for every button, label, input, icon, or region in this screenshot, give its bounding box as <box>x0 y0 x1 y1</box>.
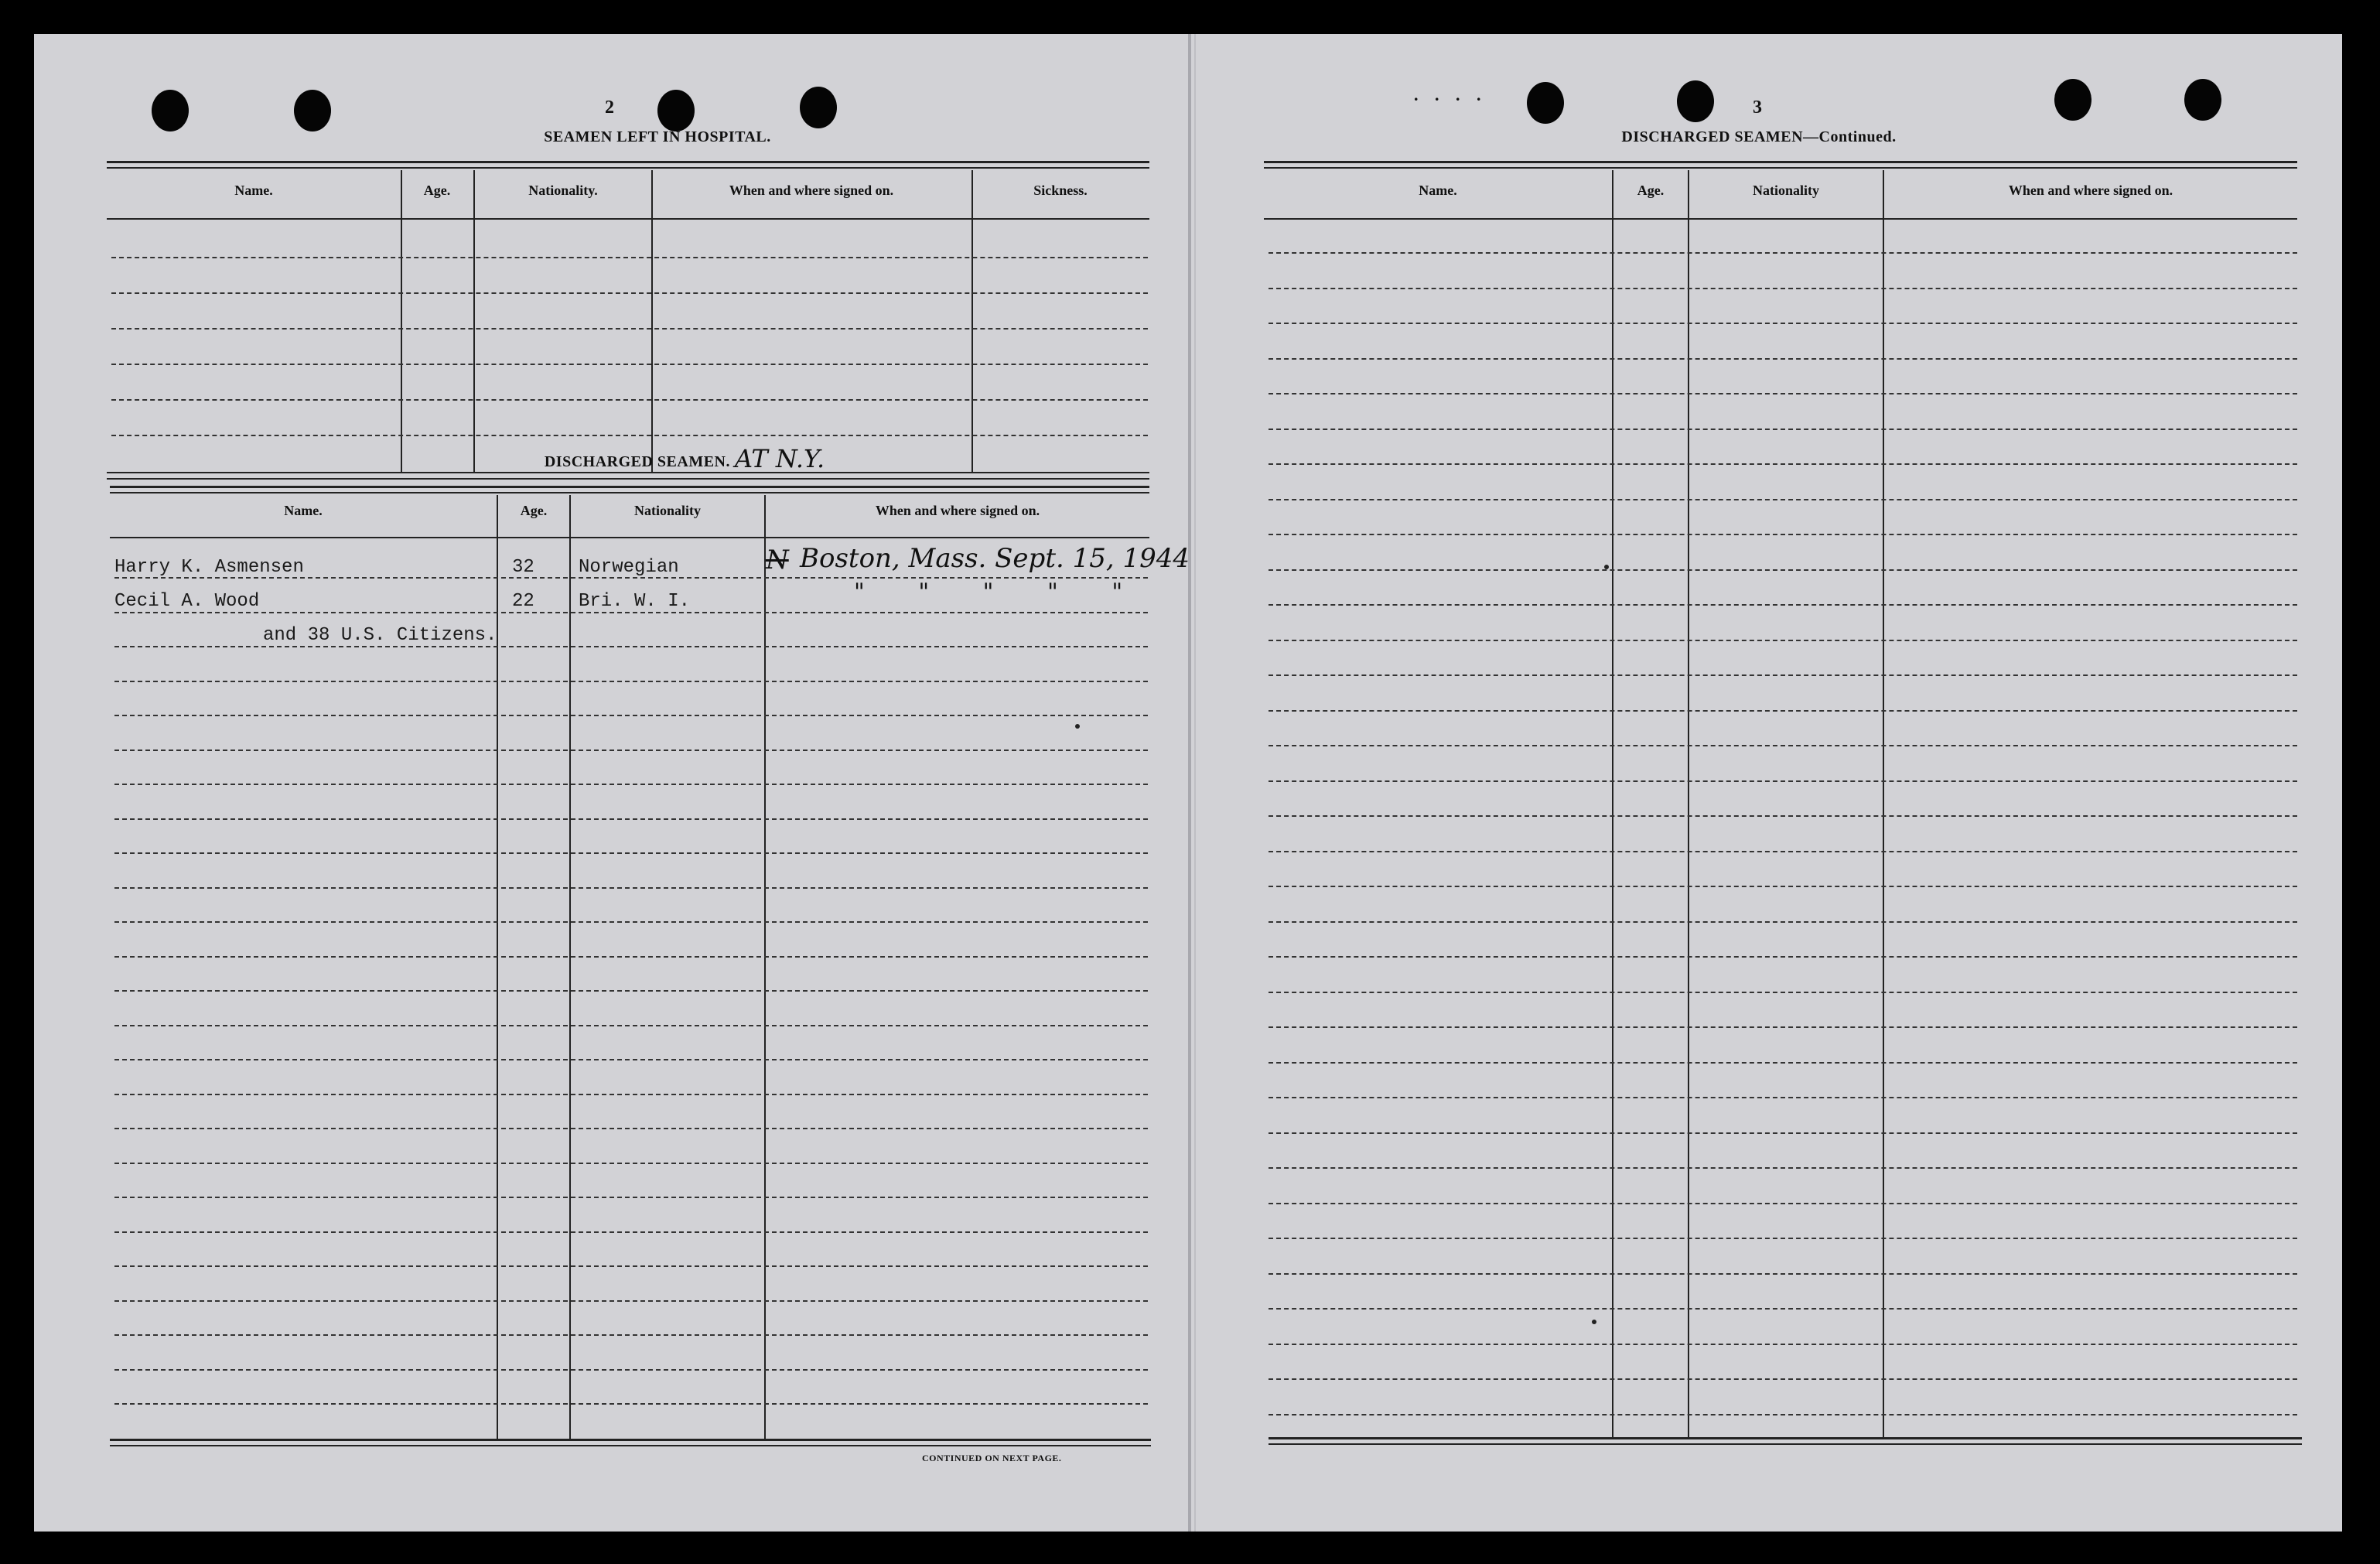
row-line <box>1269 569 2297 571</box>
row-line <box>1269 640 2297 641</box>
hospital-top-rule-2 <box>107 167 1149 169</box>
row-line <box>1269 393 2297 394</box>
row-line <box>1269 1062 2297 1064</box>
entry-name: Cecil A. Wood <box>114 591 260 612</box>
right-col-age: Age. <box>1637 183 1665 198</box>
row-line <box>1269 429 2297 430</box>
hospital-divider <box>401 170 402 472</box>
right-col-nationality: Nationality <box>1752 183 1819 198</box>
hospital-col-sickness: Sickness. <box>1033 183 1088 198</box>
row-line <box>1269 1238 2297 1239</box>
right-header-rule <box>1264 218 2297 220</box>
row-line <box>1269 288 2297 289</box>
row-line <box>1269 710 2297 712</box>
discharged-col-age: Age. <box>520 503 548 518</box>
row-line <box>1269 1203 2297 1204</box>
row-line <box>114 1025 1148 1026</box>
hospital-divider <box>651 170 653 472</box>
row-line <box>1269 674 2297 676</box>
hospital-divider <box>473 170 475 472</box>
entry-name: Harry K. Asmensen <box>114 557 304 578</box>
row-line <box>1269 1273 2297 1275</box>
document-sheet <box>34 34 2342 1532</box>
row-line <box>114 1265 1148 1267</box>
row-line <box>1269 1378 2297 1380</box>
row-line <box>1269 1132 2297 1134</box>
row-line <box>1269 1414 2297 1415</box>
row-line <box>114 852 1148 854</box>
entry-age: 32 <box>512 557 534 578</box>
punch-hole <box>657 90 695 131</box>
row-line <box>1269 780 2297 782</box>
row-line <box>114 1300 1148 1302</box>
hospital-row-line <box>111 328 1148 330</box>
row-line <box>1269 921 2297 923</box>
discharged-bottom-rule-2 <box>110 1445 1151 1446</box>
right-col-signed-on: When and where signed on. <box>2008 183 2173 198</box>
row-line <box>1269 358 2297 360</box>
row-line <box>1269 745 2297 746</box>
discharged-top-rule <box>110 486 1149 488</box>
right-divider <box>1883 170 1884 1439</box>
entry-age: 22 <box>512 591 534 612</box>
row-line <box>1269 851 2297 852</box>
row-line <box>114 990 1148 992</box>
row-line <box>114 715 1148 716</box>
row-line <box>114 1128 1148 1129</box>
hospital-header-rule <box>107 218 1149 220</box>
page-fold <box>1188 34 1191 1532</box>
row-line <box>114 1163 1148 1164</box>
row-line <box>114 784 1148 785</box>
row-line <box>1269 499 2297 500</box>
entry-note: and 38 U.S. Citizens. <box>263 625 497 646</box>
row-line <box>1269 1167 2297 1169</box>
continued-footer: CONTINUED ON NEXT PAGE. <box>922 1453 1062 1463</box>
row-line <box>1269 463 2297 465</box>
discharged-location-handwritten: AT N.Y. <box>735 444 825 473</box>
discharged-col-name: Name. <box>284 503 323 518</box>
row-line <box>114 921 1148 923</box>
page-number-right: 3 <box>1753 97 1762 118</box>
entry-signed-on: Boston, Mass. Sept. 15, 1944 <box>800 543 1190 574</box>
hospital-col-nationality: Nationality. <box>528 183 598 198</box>
row-line <box>114 1334 1148 1336</box>
hospital-col-name: Name. <box>234 183 273 198</box>
row-line <box>1269 1308 2297 1310</box>
hospital-top-rule <box>107 161 1149 163</box>
punch-hole <box>800 87 837 128</box>
hospital-col-age: Age. <box>423 183 451 198</box>
hospital-bottom-rule-2 <box>107 478 1149 480</box>
row-line <box>114 1094 1148 1095</box>
row-line <box>1269 1026 2297 1028</box>
row-line <box>114 750 1148 751</box>
hospital-divider <box>971 170 973 472</box>
discharged-top-rule-2 <box>110 492 1149 493</box>
hospital-bottom-rule <box>107 472 1149 473</box>
punch-hole <box>152 90 189 131</box>
right-bottom-rule <box>1269 1437 2302 1439</box>
hospital-row-line <box>111 364 1148 365</box>
right-section-title: DISCHARGED SEAMEN—Continued. <box>1621 128 1897 145</box>
row-line <box>1269 1344 2297 1345</box>
page-number-left: 2 <box>605 97 614 118</box>
right-col-name: Name. <box>1419 183 1457 198</box>
stray-mark <box>1075 724 1080 729</box>
discharged-col-signed-on: When and where signed on. <box>875 503 1040 518</box>
hospital-section-title: SEAMEN LEFT IN HOSPITAL. <box>544 128 771 145</box>
row-line <box>114 681 1148 682</box>
hospital-row-line <box>111 292 1148 294</box>
right-top-rule-2 <box>1264 167 2297 169</box>
row-line <box>1269 992 2297 993</box>
row-line <box>114 818 1148 820</box>
row-line <box>114 1059 1148 1060</box>
right-divider <box>1612 170 1613 1439</box>
row-line <box>114 1197 1148 1198</box>
row-line <box>1269 815 2297 817</box>
row-line <box>1269 252 2297 254</box>
hospital-row-line <box>111 399 1148 401</box>
discharged-header-rule <box>110 537 1149 538</box>
right-bottom-rule-2 <box>1269 1443 2302 1445</box>
row-line <box>114 1231 1148 1233</box>
row-line <box>1269 534 2297 535</box>
row-line <box>1269 323 2297 324</box>
row-line <box>114 1369 1148 1371</box>
row-line <box>1269 604 2297 606</box>
row-line <box>114 887 1148 889</box>
punch-hole <box>2054 79 2091 121</box>
discharged-col-nationality: Nationality <box>633 503 701 518</box>
stray-mark <box>1592 1320 1596 1324</box>
punch-hole <box>1677 80 1714 122</box>
right-divider <box>1688 170 1689 1439</box>
punch-hole <box>2184 79 2221 121</box>
row-line <box>1269 1097 2297 1098</box>
punch-hole <box>1527 82 1564 124</box>
right-top-rule <box>1264 161 2297 163</box>
discharged-bottom-rule <box>110 1439 1151 1441</box>
page-fold-shadow <box>1194 34 1196 1532</box>
discharged-divider <box>764 495 766 1439</box>
row-line <box>114 646 1148 647</box>
top-marks: . . . . <box>1414 85 1487 104</box>
entry-struck-prefix: N <box>766 545 789 575</box>
row-line <box>1269 956 2297 958</box>
discharged-divider <box>569 495 571 1439</box>
hospital-col-signed-on: When and where signed on. <box>729 183 894 198</box>
punch-hole <box>294 90 331 131</box>
entry-nationality: Bri. W. I. <box>579 591 691 612</box>
entry-signed-on-ditto: " " " " " <box>854 579 1146 606</box>
row-line <box>1269 886 2297 887</box>
entry-nationality: Norwegian <box>579 557 679 578</box>
hospital-row-line <box>111 257 1148 258</box>
row-line <box>114 1403 1148 1405</box>
discharged-section-title: DISCHARGED SEAMEN. <box>544 453 730 470</box>
row-line <box>114 956 1148 958</box>
hospital-row-line <box>111 435 1148 436</box>
stray-mark <box>1604 565 1609 569</box>
